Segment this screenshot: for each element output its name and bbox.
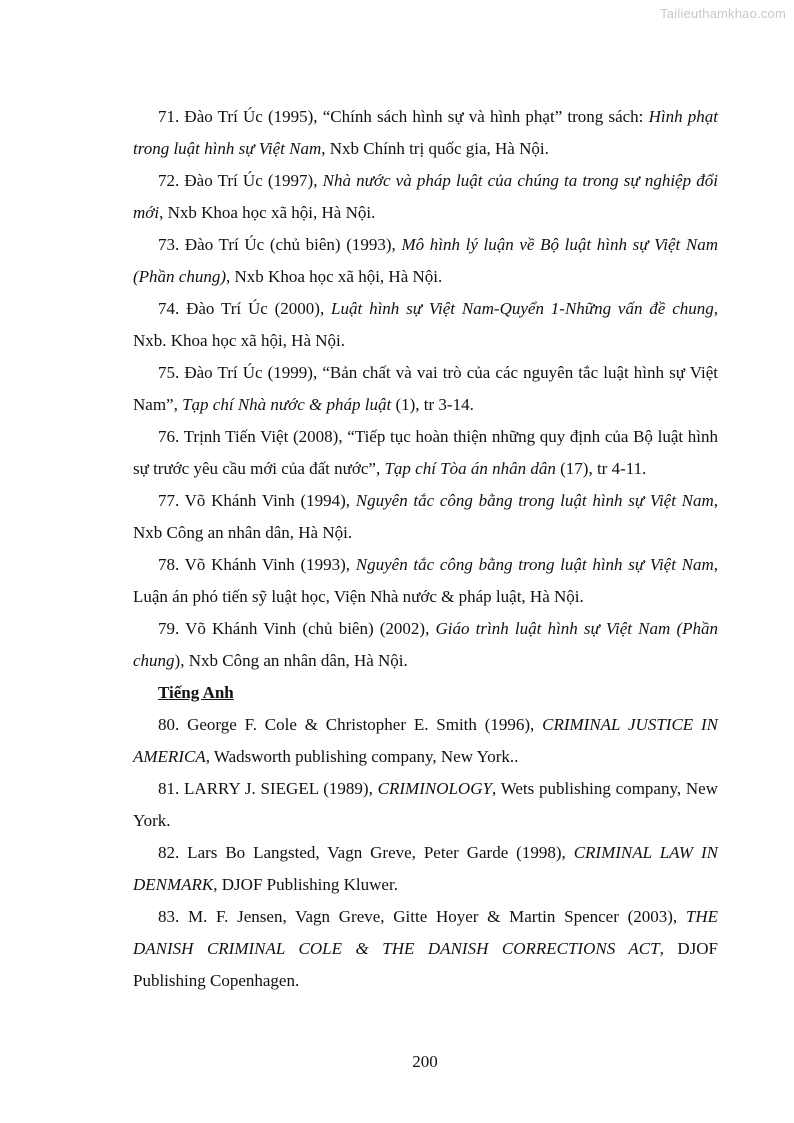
reference-text: Đào Trí Úc (chủ biên) (1993), [179,235,402,254]
reference-text: LARRY J. SIEGEL (1989), [179,779,378,798]
reference-entry [133,549,718,613]
reference-number: 74. [158,299,180,318]
reference-number: 83. [158,907,180,926]
section-heading [133,677,718,709]
reference-text: , Nxb. Khoa học xã hội, Hà Nội. [133,299,718,350]
english-references [133,709,718,997]
reference-title: Nguyên tắc công bằng trong luật hình sự Việt Nam [355,555,714,574]
reference-list [133,101,718,997]
reference-title: Tạp chí Tòa án nhân dân [384,459,556,478]
reference-text: (1), tr 3-14. [391,395,474,414]
reference-entry [133,485,718,549]
reference-text: George F. Cole & Christopher E. Smith (1996), [179,715,543,734]
reference-entry [133,165,718,229]
reference-number: 79. [158,619,180,638]
reference-text: Đào Trí Úc (2000), [179,299,332,318]
reference-number: 73. [158,235,180,254]
reference-number: 75. [158,363,180,382]
reference-number: 78. [158,555,180,574]
reference-title: Nguyên tắc công bằng trong luật hình sự Việt Nam [355,491,714,510]
reference-entry [133,421,718,485]
watermark: Tailieuthamkhao.com [660,6,786,21]
reference-text: (17), tr 4-11. [555,459,647,478]
reference-title: Tạp chí Nhà nước & pháp luật [182,395,392,414]
reference-text: Võ Khánh Vinh (chủ biên) (2002), [179,619,436,638]
reference-entry [133,357,718,421]
reference-title: Luật hình sự Việt Nam-Quyển 1-Những vấn đề chung [331,299,714,318]
reference-number: 80. [158,715,180,734]
reference-title: Hình phạt trong luật hình sự Việt Nam [133,107,718,158]
reference-text: Đào Trí Úc (1997), [179,171,323,190]
reference-entry [133,229,718,293]
reference-text: Lars Bo Langsted, Vagn Greve, Peter Garde (1998), [179,843,574,862]
reference-text: , Nxb Công an nhân dân, Hà Nội. [133,491,718,542]
reference-entry [133,613,718,677]
reference-number: 72. [158,171,180,190]
reference-title: THE DANISH CRIMINAL COLE & THE DANISH CORRECTIONS ACT [133,907,718,958]
reference-text: , Wets publishing company, New York. [133,779,719,830]
reference-text: , DJOF Publishing Copenhagen. [133,939,718,990]
reference-text: , Nxb Khoa học xã hội, Hà Nội. [159,203,376,222]
reference-entry [133,101,718,165]
reference-entry [133,293,718,357]
reference-entry [133,901,718,997]
reference-number: 81. [158,779,180,798]
vietnamese-references [133,101,718,677]
reference-number: 77. [158,491,180,510]
reference-text: , Nxb Khoa học xã hội, Hà Nội. [226,267,443,286]
reference-entry [133,709,718,773]
reference-number: 82. [158,843,180,862]
reference-text: Võ Khánh Vinh (1993), [179,555,356,574]
reference-text: , Nxb Chính trị quốc gia, Hà Nội. [321,139,549,158]
reference-text: , Wadsworth publishing company, New York.. [205,747,519,766]
reference-title: CRIMINAL JUSTICE IN AMERICA [133,715,718,766]
reference-text: M. F. Jensen, Vagn Greve, Gitte Hoyer & Martin Spencer (2003), [179,907,686,926]
reference-text: Đào Trí Úc (1999), “Bản chất và vai trò của các nguyên tắc luật hình sự Việt Nam”, [133,363,718,414]
reference-title: CRIMINOLOGY [377,779,492,798]
page-number: 200 [412,1052,438,1071]
section-heading-text: Tiếng Anh [158,683,234,702]
reference-text: Trịnh Tiến Việt (2008), “Tiếp tục hoàn thiện những quy định của Bộ luật hình sự trước yêu cầu mới của đất nước”, [133,427,718,478]
reference-number: 76. [158,427,180,446]
reference-number: 71. [158,107,180,126]
reference-entry [133,837,718,901]
reference-text: , Luận án phó tiến sỹ luật học, Viện Nhà nước & pháp luật, Hà Nội. [133,555,718,606]
reference-entry [133,773,718,837]
reference-title: Nhà nước và pháp luật của chúng ta trong sự nghiệp đổi mới [133,171,718,222]
reference-text: Võ Khánh Vinh (1994), [179,491,356,510]
reference-title: Mô hình lý luận về Bộ luật hình sự Việt Nam (Phần chung) [133,235,718,286]
reference-text: ), Nxb Công an nhân dân, Hà Nội. [174,651,408,670]
reference-title: Giáo trình luật hình sự Việt Nam (Phần chung [133,619,718,670]
reference-text: , DJOF Publishing Kluwer. [213,875,398,894]
reference-text: Đào Trí Úc (1995), “Chính sách hình sự và hình phạt” trong sách: [179,107,649,126]
reference-title: CRIMINAL LAW IN DENMARK [133,843,718,894]
